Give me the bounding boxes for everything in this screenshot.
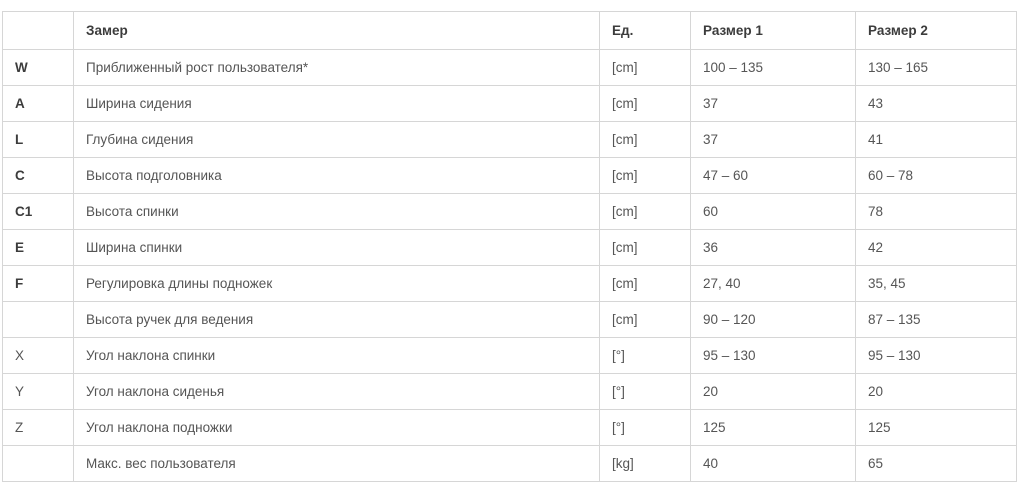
row-size2-cell: 35, 45: [856, 266, 1017, 302]
row-name-cell: Высота ручек для ведения: [74, 302, 600, 338]
row-unit-cell: [cm]: [600, 86, 691, 122]
header-cell-name: Замер: [74, 12, 600, 50]
row-name-cell: Угол наклона спинки: [74, 338, 600, 374]
row-unit-cell: [°]: [600, 374, 691, 410]
row-name-cell: Ширина спинки: [74, 230, 600, 266]
row-size1-cell: 125: [691, 410, 856, 446]
row-code-cell: [3, 302, 74, 338]
row-size2-cell: 65: [856, 446, 1017, 482]
row-unit-cell: [cm]: [600, 50, 691, 86]
row-code-cell: Y: [3, 374, 74, 410]
table-row: [3, 194, 1017, 230]
row-size1-cell: 37: [691, 86, 856, 122]
table-row: [3, 302, 1017, 338]
row-name-cell: Угол наклона сиденья: [74, 374, 600, 410]
row-code-cell: E: [3, 230, 74, 266]
row-size2-cell: 95 – 130: [856, 338, 1017, 374]
row-name-cell: Макс. вес пользователя: [74, 446, 600, 482]
row-size1-cell: 95 – 130: [691, 338, 856, 374]
row-unit-cell: [°]: [600, 338, 691, 374]
row-code-cell: A: [3, 86, 74, 122]
row-size1-cell: 36: [691, 230, 856, 266]
row-size2-cell: 130 – 165: [856, 50, 1017, 86]
row-size2-cell: 60 – 78: [856, 158, 1017, 194]
row-size1-cell: 90 – 120: [691, 302, 856, 338]
table-row: [3, 86, 1017, 122]
row-unit-cell: [kg]: [600, 446, 691, 482]
row-size1-cell: 100 – 135: [691, 50, 856, 86]
row-code-cell: F: [3, 266, 74, 302]
table-row: [3, 374, 1017, 410]
header-cell-unit: Ед.: [600, 12, 691, 50]
spec-table: [2, 11, 1017, 482]
row-size1-cell: 47 – 60: [691, 158, 856, 194]
row-code-cell: W: [3, 50, 74, 86]
spec-table-body: [3, 50, 1017, 482]
row-name-cell: Высота спинки: [74, 194, 600, 230]
row-name-cell: Глубина сидения: [74, 122, 600, 158]
row-size2-cell: 41: [856, 122, 1017, 158]
header-cell-size1: Размер 1: [691, 12, 856, 50]
row-unit-cell: [cm]: [600, 194, 691, 230]
row-size2-cell: 20: [856, 374, 1017, 410]
row-size2-cell: 78: [856, 194, 1017, 230]
table-row: [3, 338, 1017, 374]
row-name-cell: Ширина сидения: [74, 86, 600, 122]
row-unit-cell: [cm]: [600, 266, 691, 302]
table-row: [3, 410, 1017, 446]
row-name-cell: Угол наклона подножки: [74, 410, 600, 446]
spec-table-header: [3, 12, 1017, 50]
row-size2-cell: 42: [856, 230, 1017, 266]
row-name-cell: Высота подголовника: [74, 158, 600, 194]
row-size2-cell: 125: [856, 410, 1017, 446]
row-code-cell: [3, 446, 74, 482]
row-code-cell: X: [3, 338, 74, 374]
table-row: [3, 50, 1017, 86]
header-row: [3, 12, 1017, 50]
row-size1-cell: 40: [691, 446, 856, 482]
header-cell-code: [3, 12, 74, 50]
row-size1-cell: 20: [691, 374, 856, 410]
table-row: [3, 230, 1017, 266]
table-row: [3, 122, 1017, 158]
table-row: [3, 158, 1017, 194]
row-size2-cell: 43: [856, 86, 1017, 122]
row-unit-cell: [cm]: [600, 158, 691, 194]
row-size1-cell: 60: [691, 194, 856, 230]
row-code-cell: L: [3, 122, 74, 158]
row-name-cell: Приближенный рост пользователя*: [74, 50, 600, 86]
row-size1-cell: 27, 40: [691, 266, 856, 302]
table-row: [3, 446, 1017, 482]
row-size2-cell: 87 – 135: [856, 302, 1017, 338]
row-size1-cell: 37: [691, 122, 856, 158]
row-name-cell: Регулировка длины подножек: [74, 266, 600, 302]
row-unit-cell: [°]: [600, 410, 691, 446]
row-code-cell: C1: [3, 194, 74, 230]
table-row: [3, 266, 1017, 302]
row-unit-cell: [cm]: [600, 230, 691, 266]
row-unit-cell: [cm]: [600, 302, 691, 338]
row-code-cell: C: [3, 158, 74, 194]
header-cell-size2: Размер 2: [856, 12, 1017, 50]
row-unit-cell: [cm]: [600, 122, 691, 158]
row-code-cell: Z: [3, 410, 74, 446]
